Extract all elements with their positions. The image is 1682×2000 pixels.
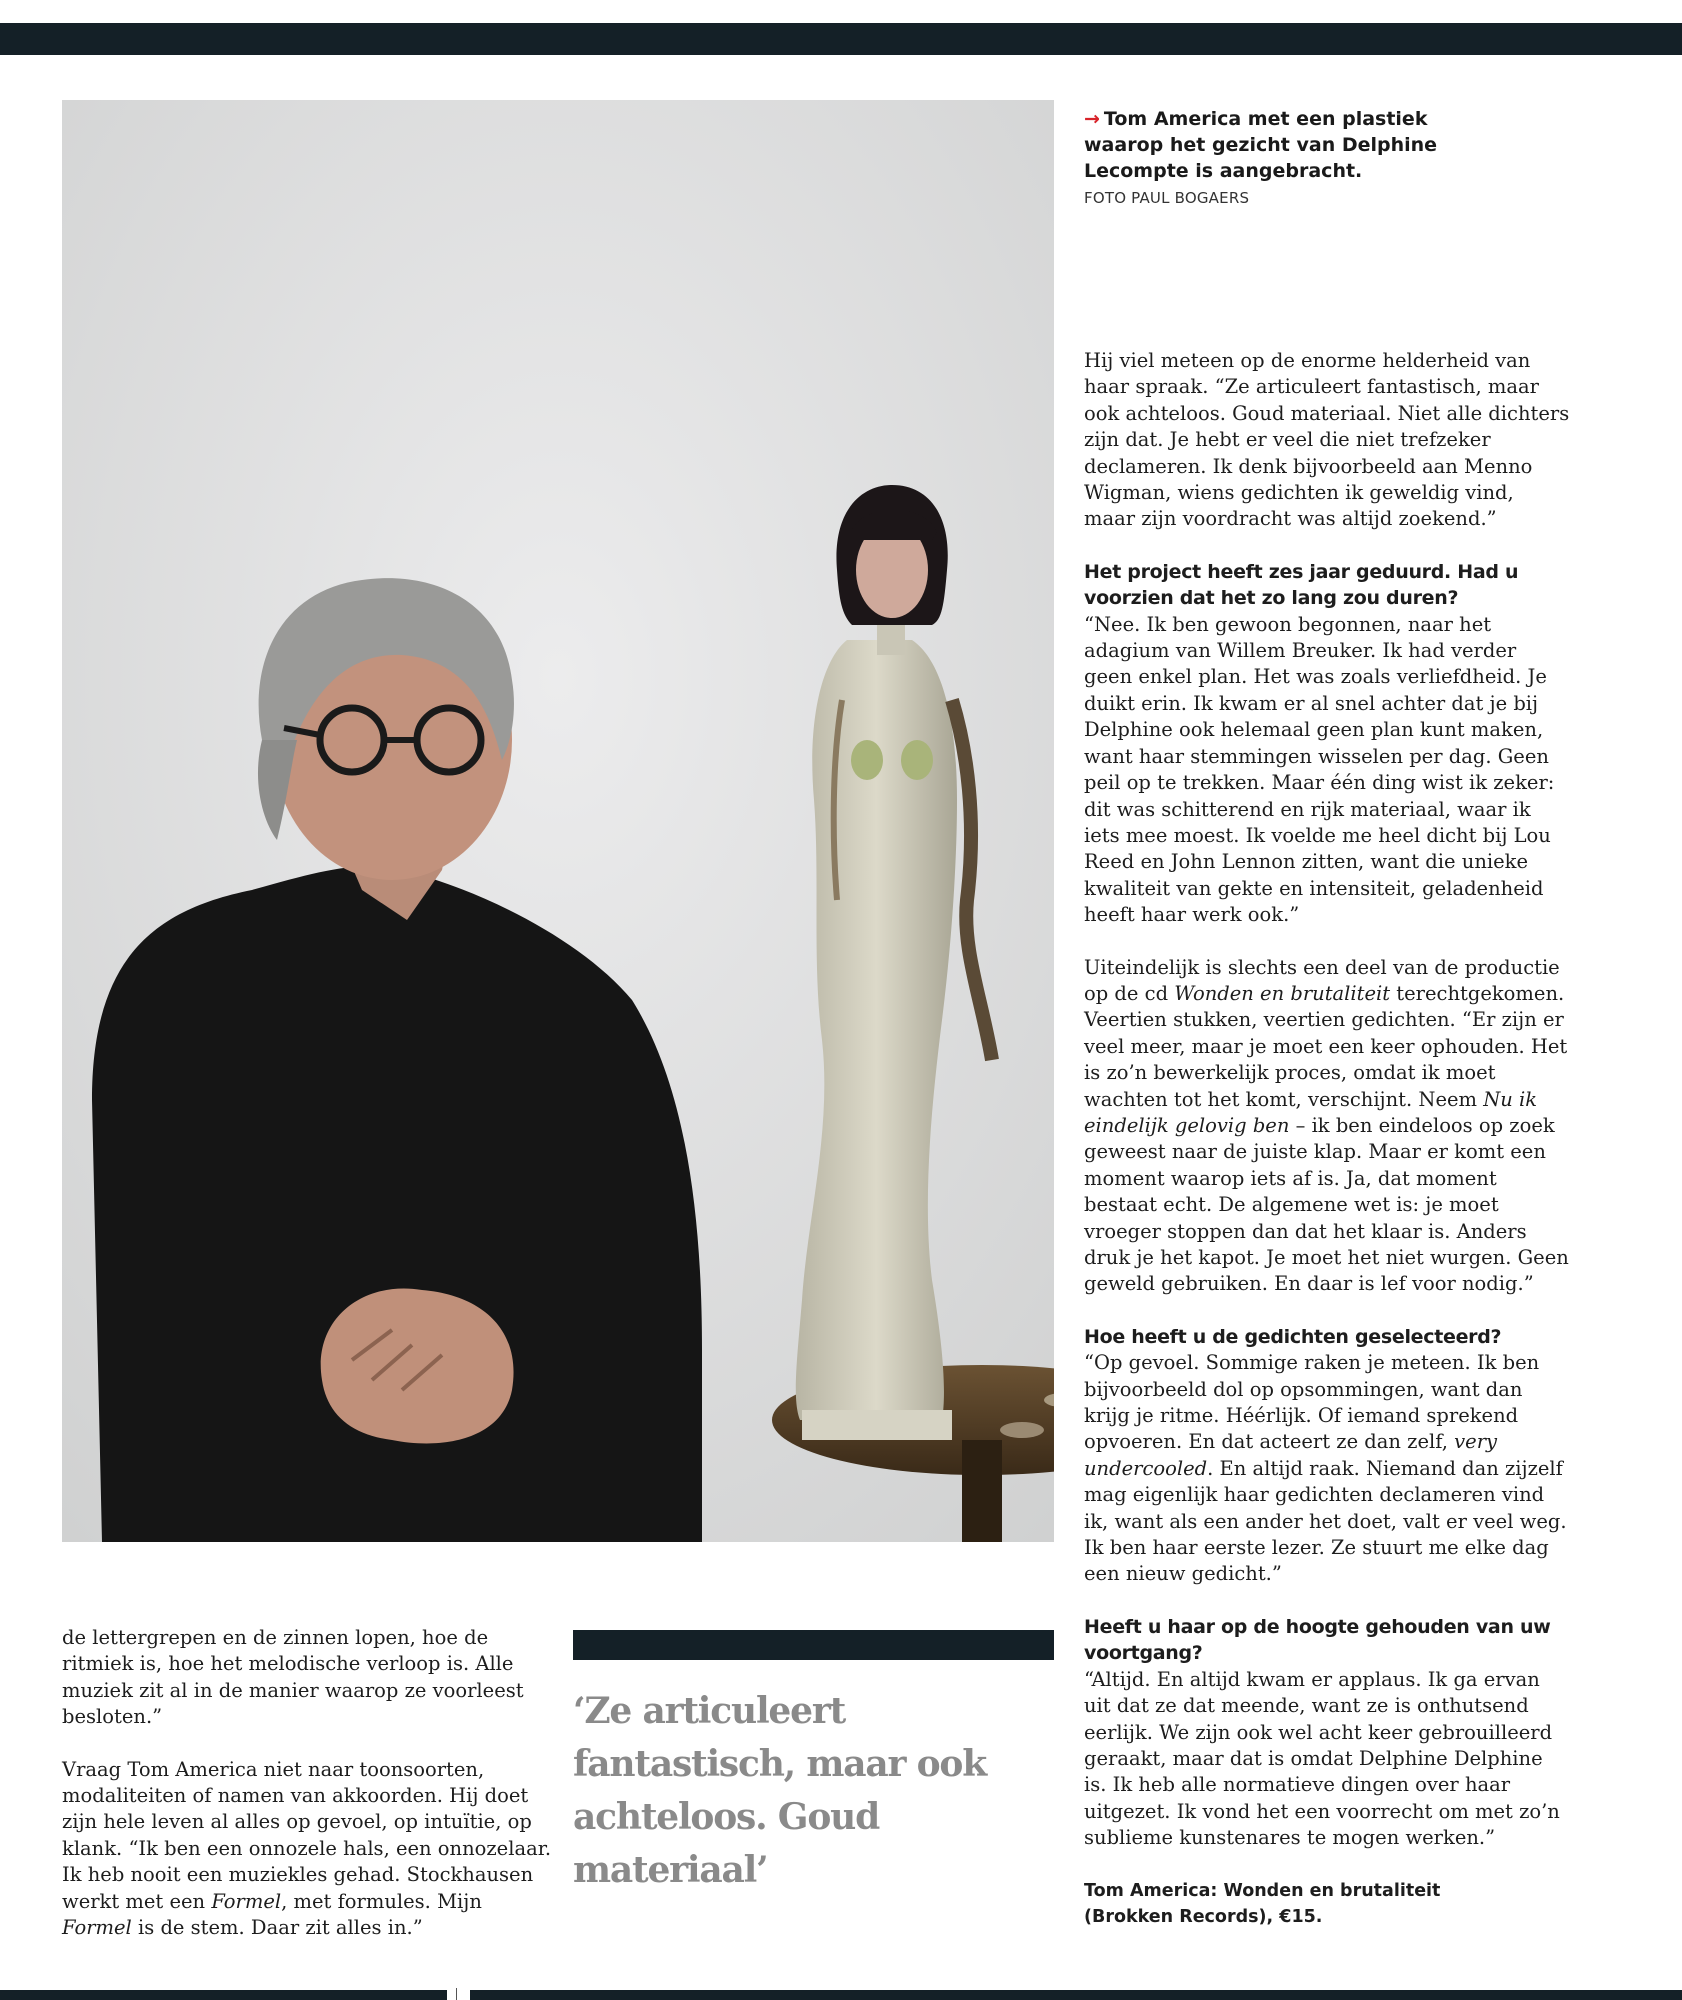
emphasis: Formel xyxy=(211,1889,282,1913)
paragraph: Hij viel meteen op de enorme helderheid van haar spraak. “Ze articuleert fantastisch, maar ook achteloos. Goud materiaal. Niet alle dichters zijn dat. Je hebt er veel die niet trefzeker declameren. Ik denk bijvoorbeeld aan Menno Wigman, wiens gedichten ik geweldig vind, maar zijn voordracht was altijd zoekend.” xyxy=(1084,349,1570,531)
text-run: terechtgekomen. Veertien stukken, veertien gedichten. “Er zijn er veel meer, maar je moet een keer ophouden. Het is zo’n bewerkelijk proces, omdat ik moet wachten tot het komt, verschijnt. Neem xyxy=(1084,981,1568,1111)
caption-text xyxy=(1084,106,1444,184)
article-photo xyxy=(62,100,1054,1542)
bottom-rule-left xyxy=(0,1990,447,2000)
top-rule xyxy=(0,23,1682,55)
article-column-left xyxy=(62,1625,552,1967)
bottom-divider xyxy=(456,1988,457,2000)
product-label-price: (Brokken Records), €15. xyxy=(1084,1906,1323,1927)
album-title: Wonden en brutaliteit xyxy=(1174,981,1391,1005)
caption-body: Tom America met een plastiek waarop het gezicht van Delphine Lecompte is aangebracht. xyxy=(1084,108,1438,182)
interview-question: Het project heeft zes jaar geduurd. Had u voorzien dat het zo lang zou duren? xyxy=(1084,560,1519,610)
photo-illustration xyxy=(62,100,1054,1542)
interview-answer: “Nee. Ik ben gewoon begonnen, naar het adagium van Willem Breuker. Ik had verder geen enkel plan. Het was zoals verliefdheid. Je duikt erin. Ik kwam er al snel achter dat je bij Delphine ook helemaal geen plan kunt maken, want haar stemmingen wisselen per dag. Geen peil op te trekken. Maar één ding wist ik zeker: dit was schitterend en rijk materiaal, waar ik iets mee moest. Ik voelde me heel dicht bij Lou Reed en John Lennon zitten, want die unieke kwaliteit van gekte en intensiteit, geladenheid heeft haar werk ook.” xyxy=(1084,612,1555,927)
product-title: Tom America: Wonden en brutaliteit xyxy=(1084,1880,1441,1901)
text-run: Uiteindelijk is slechts een deel van de productie op de cd xyxy=(1084,955,1560,1005)
paragraph: de lettergrepen en de zinnen lopen, hoe de ritmiek is, hoe het melodische verloop is. Alle muziek zit al in de manier waarop ze voorleest besloten.” xyxy=(62,1626,524,1729)
interview-question: Heeft u haar op de hoogte gehouden van uw voortgang? xyxy=(1084,1615,1551,1665)
article-column-right xyxy=(1084,348,1570,1930)
pull-quote: ‘Ze articuleert fantastisch, maar ook achteloos. Goud materiaal’ xyxy=(573,1690,986,1891)
qa-block-3 xyxy=(1084,1614,1570,1852)
text-run: Vraag Tom America niet naar toonsoorten, modaliteiten of namen van akkoorden. Hij doet zijn hele leven al alles op gevoel, op intuïtie, op klank. “Ik ben een onnozele hals, een onnozelaar. Ik heb nooit een muziekles gehad. Stockhausen werkt met een xyxy=(62,1757,552,1913)
text-run: , met formules. Mijn xyxy=(281,1889,482,1913)
bottom-rule-right xyxy=(470,1990,1682,2000)
text-run: . En altijd raak. Niemand dan zijzelf mag eigenlijk haar gedichten declameren vind ik, want als een ander het doet, valt er veel weg. Ik ben haar eerste lezer. Ze stuurt me elke dag een nieuw gedicht.” xyxy=(1084,1456,1567,1586)
qa-block-2 xyxy=(1084,1324,1570,1588)
photo-credit: FOTO PAUL BOGAERS xyxy=(1084,189,1250,207)
paragraph xyxy=(1084,955,1570,1298)
emphasis: very undercooled xyxy=(1084,1430,1498,1480)
interview-question: Hoe heeft u de gedichten geselecteerd? xyxy=(1084,1325,1502,1348)
song-title: Nu ik eindelijk gelovig ben xyxy=(1084,1087,1538,1137)
text-run: is de stem. Daar zit alles in.” xyxy=(131,1916,423,1940)
text-run: “Op gevoel. Sommige raken je meteen. Ik ben bijvoorbeeld dol op opsommingen, want dan krijg je ritme. Héérlijk. Of iemand sprekend opvoeren. En dat acteert ze dan zelf, xyxy=(1084,1351,1540,1454)
emphasis: Formel xyxy=(62,1916,132,1940)
product-credit xyxy=(1084,1878,1570,1930)
photo-caption xyxy=(1084,106,1444,208)
text-run: – ik ben eindeloos op zoek geweest naar de juiste klap. Maar er komt een moment waarop iets af is. Ja, dat moment bestaat echt. De algemene wet is: je moet vroeger stoppen dan dat het klaar is. Anders druk je het kapot. Je moet het niet wurgen. Geen geweld gebruiken. En daar is lef voor nodig.” xyxy=(1084,1113,1569,1296)
paragraph xyxy=(62,1757,552,1942)
qa-block-1 xyxy=(1084,559,1570,929)
pull-quote-bar xyxy=(573,1630,1054,1660)
arrow-right-icon: → xyxy=(1084,108,1100,130)
interview-answer: “Altijd. En altijd kwam er applaus. Ik ga ervan uit dat ze dat meende, want ze is onthutsend eerlijk. We zijn ook wel acht keer gebrouilleerd geraakt, maar dat is omdat Delphine Delphine is. Ik heb alle normatieve dingen over haar uitgezet. Ik vond het een voorrecht om met zo’n sublieme kunstenares te mogen werken.” xyxy=(1084,1667,1560,1850)
